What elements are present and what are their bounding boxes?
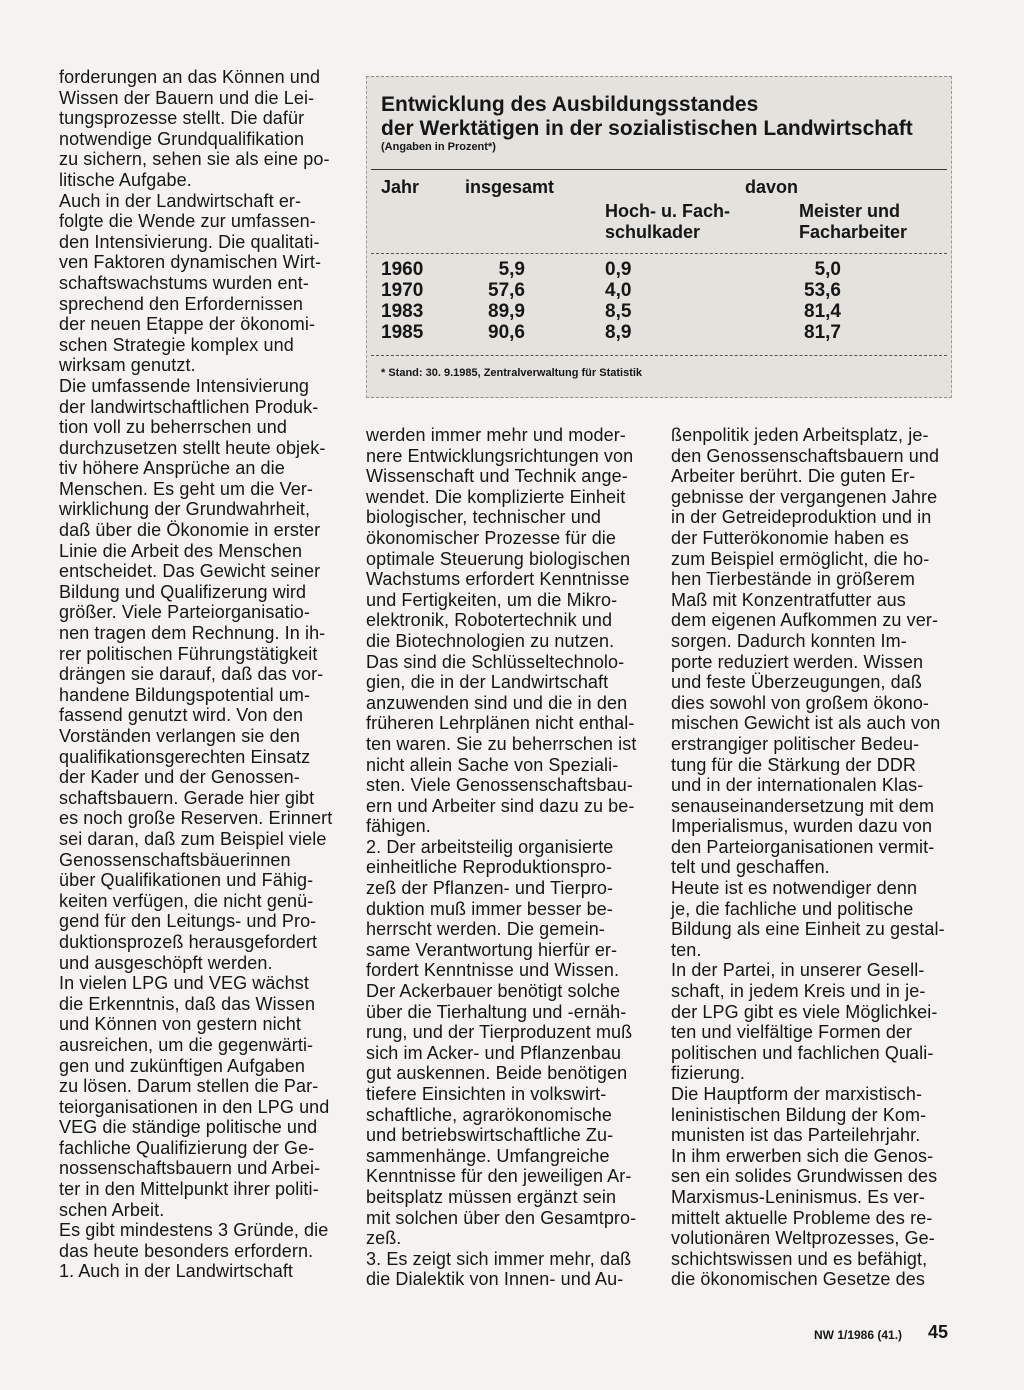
- paragraph: Heute ist es notwendiger denn je, die fachliche und politische Bildung als eine Einheit zu gestal- ten.: [671, 878, 945, 960]
- table-title: Entwicklung des Ausbildungsstandes der Werktätigen in der sozialistischen Landwirtschaft: [381, 93, 913, 140]
- header-total: insgesamt: [465, 177, 555, 197]
- table-footnote: * Stand: 30. 9.1985, Zentralverwaltung für Statistik: [381, 367, 643, 379]
- cell-year: 1960: [381, 259, 424, 280]
- cell-year: 1970: [381, 280, 424, 301]
- header-higher: Hoch- u. Fach- schulkader: [605, 201, 730, 242]
- cell-total: 89,9: [488, 301, 525, 322]
- page-number: 45: [928, 1322, 949, 1342]
- cell-total: 57,6: [488, 280, 525, 301]
- cell-total: 90,6: [488, 322, 525, 343]
- cell-master: 81,7: [804, 322, 841, 343]
- paragraph: werden immer mehr und moder- nere Entwicklungsrichtungen von Wissenschaft und Technik ange- wendet. Die komplizierte Einheit biologischer, technischer und ökonomischer Prozesse für die optimale Steuerung biologischen Wachstums erfordert Kenntnisse und Fertigkeiten, um die Mikro- elektronik, Robotertechnik und die Biotechnologien zu nutzen. Das sind die Schlüsseltechnolo- gien, die in der Landwirtschaft anzuwenden sind und die in den früheren Lehrplänen nicht enthal- ten waren. Sie zu beherrschen ist nicht allein Sache von Speziali- sten. Viele Genossenschaftsbau- ern und Arbeiter sind dazu zu be- fähigen.: [366, 425, 637, 837]
- statistics-table: [366, 76, 952, 398]
- cell-year: 1983: [381, 301, 424, 322]
- paragraph: Es gibt mindestens 3 Gründe, die das heute besonders erfordern.: [59, 1220, 329, 1261]
- cell-higher: 4,0: [605, 280, 632, 301]
- paragraph: 3. Es zeigt sich immer mehr, daß die Dialektik von Innen- und Au-: [366, 1248, 632, 1290]
- paragraph: In der Partei, in unserer Gesell- schaft, in jedem Kreis und in je- der LPG gibt es viele Möglichkei- ten und vielfältige Formen der politischen und fachlichen Quali- fizierung.: [671, 960, 938, 1084]
- paragraph: 2. Der arbeitsteilig organisierte einheitliche Reproduktionspro- zeß der Pflanzen- und Tierpro- duktion muß immer besser be- herrscht werden. Die gemein- same Verantwortung hierfür er- fordert Kenntnisse und Wissen. Der Ackerbauer benötigt solche über die Tierhaltung und -ernäh- rung, und der Tierproduzent muß sich im Acker- und Pflanzenbau gut auskennen. Beide benötigen tiefere Einsichten in volkswirt- schaftliche, agrarökonomische und betriebswirtschaftliche Zu- sammenhänge. Umfangreiche Kenntnisse für den jeweiligen Ar- beitsplatz müssen ergänzt sein mit solchen über den Gesamtpro- zeß.: [366, 836, 637, 1249]
- table-rule: [371, 253, 947, 254]
- paragraph: ßenpolitik jeden Arbeitsplatz, je- den Genossenschaftsbauern und Arbeiter berührt. Die guten Er- gebnisse der vergangenen Jahre in der Getreideproduktion und in der Futterökonomie haben es zum Beispiel ermöglicht, die ho- hen Tierbestände in größerem Maß mit Konzentratfutter aus dem eigenen Aufkommen zu ver- sorgen. Dadurch konnten Im- porte reduziert werden. Wissen und feste Überzeugungen, daß dies sowohl von großem ökono- mischen Gewicht ist als auch von erstrangiger politischer Bedeu- tung für die Stärkung der DDR und in der internationalen Klas- senauseinandersetzung mit dem Imperialismus, wurden dazu von den Parteiorganisationen vermit- telt und geschaffen.: [671, 425, 941, 878]
- cell-master: 5,0: [814, 259, 841, 280]
- cell-master: 53,6: [804, 280, 841, 301]
- footer-source: NW 1/1986 (41.): [814, 1328, 903, 1342]
- paragraph: Die Hauptform der marxistisch- leninistischen Bildung der Kom- munisten ist das Parteilehrjahr. In ihm erwerben sich die Genos- sen ein solides Grundwissen des Marxismus-Leninismus. Es ver- mittelt aktuelle Probleme des re- volutionären Weltprozesses, Ge- schichtswissen und es befähigt, die ökonomischen Gesetze des: [671, 1084, 938, 1290]
- header-year: Jahr: [381, 177, 420, 197]
- header-master: Meister und Facharbeiter: [799, 201, 908, 242]
- text-column-3: [671, 425, 961, 1290]
- cell-higher: 8,9: [605, 322, 632, 343]
- cell-master: 81,4: [804, 301, 841, 322]
- cell-total: 5,9: [498, 259, 525, 280]
- table-rule: [371, 169, 947, 170]
- paragraph: 1. Auch in der Landwirtschaft: [59, 1261, 294, 1282]
- paragraph: Auch in der Landwirtschaft er- folgte die Wende zur umfassen- den Intensivierung. Die qualitati- ven Faktoren dynamischen Wirt- schaftswachstums wurden ent- sprechend den Erfordernissen der neuen Etappe der ökonomi- schen Strategie komplex und wirksam genutzt.: [59, 190, 322, 376]
- table-rule: [371, 355, 947, 356]
- table-subtitle: (Angaben in Prozent*): [381, 141, 496, 153]
- header-of-which: davon: [745, 177, 799, 197]
- cell-higher: 0,9: [605, 259, 632, 280]
- text-column-1: [59, 67, 349, 1282]
- cell-year: 1985: [381, 322, 424, 343]
- paragraph: Die umfassende Intensivierung der landwirtschaftlichen Produk- tion voll zu beherrschen und durchzusetzen stellt heute objek- tiv höhere Ansprüche an die Menschen. Es geht um die Ver- wirklichung der Grundwahrheit, daß über die Ökonomie in erster Linie die Arbeit des Menschen entscheidet. Das Gewicht seiner Bildung und Qualifizerung wird größer. Viele Parteiorganisatio- nen tragen dem Rechnung. In ih- rer politischen Führungstätigkeit drängen sie darauf, daß das vor- handene Bildungspotential um- fassend genutzt wird. Von den Vorständen verlangen sie den qualifikationsgerechten Einsatz der Kader und der Genossen- schaftsbauern. Gerade hier gibt es noch große Reserven. Erinnert sei daran, daß zum Beispiel viele Genossenschaftsbäuerinnen über Qualifikationen und Fähig- keiten verfügen, die nicht genü- gend für den Leitungs- und Pro- duktionsprozeß herausgefordert und ausgeschöpft werden.: [59, 375, 333, 973]
- paragraph: forderungen an das Können und Wissen der Bauern und die Lei- tungsprozesse stellt. Die dafür notwendige Grundqualifikation zu sichern, sehen sie als eine po- litische Aufgabe.: [59, 67, 330, 190]
- paragraph: In vielen LPG und VEG wächst die Erkenntnis, daß das Wissen und Können von gestern nicht ausreichen, um die gegenwärti- gen und zukünftigen Aufgaben zu lösen. Darum stellen die Par- teiorganisationen in den LPG und VEG die ständige politische und fachliche Qualifizierung der Ge- nossenschaftsbauern und Arbei- ter in den Mittelpunkt ihrer politi- schen Arbeit.: [59, 973, 330, 1220]
- cell-higher: 8,5: [605, 301, 632, 322]
- text-column-2: [366, 425, 658, 1290]
